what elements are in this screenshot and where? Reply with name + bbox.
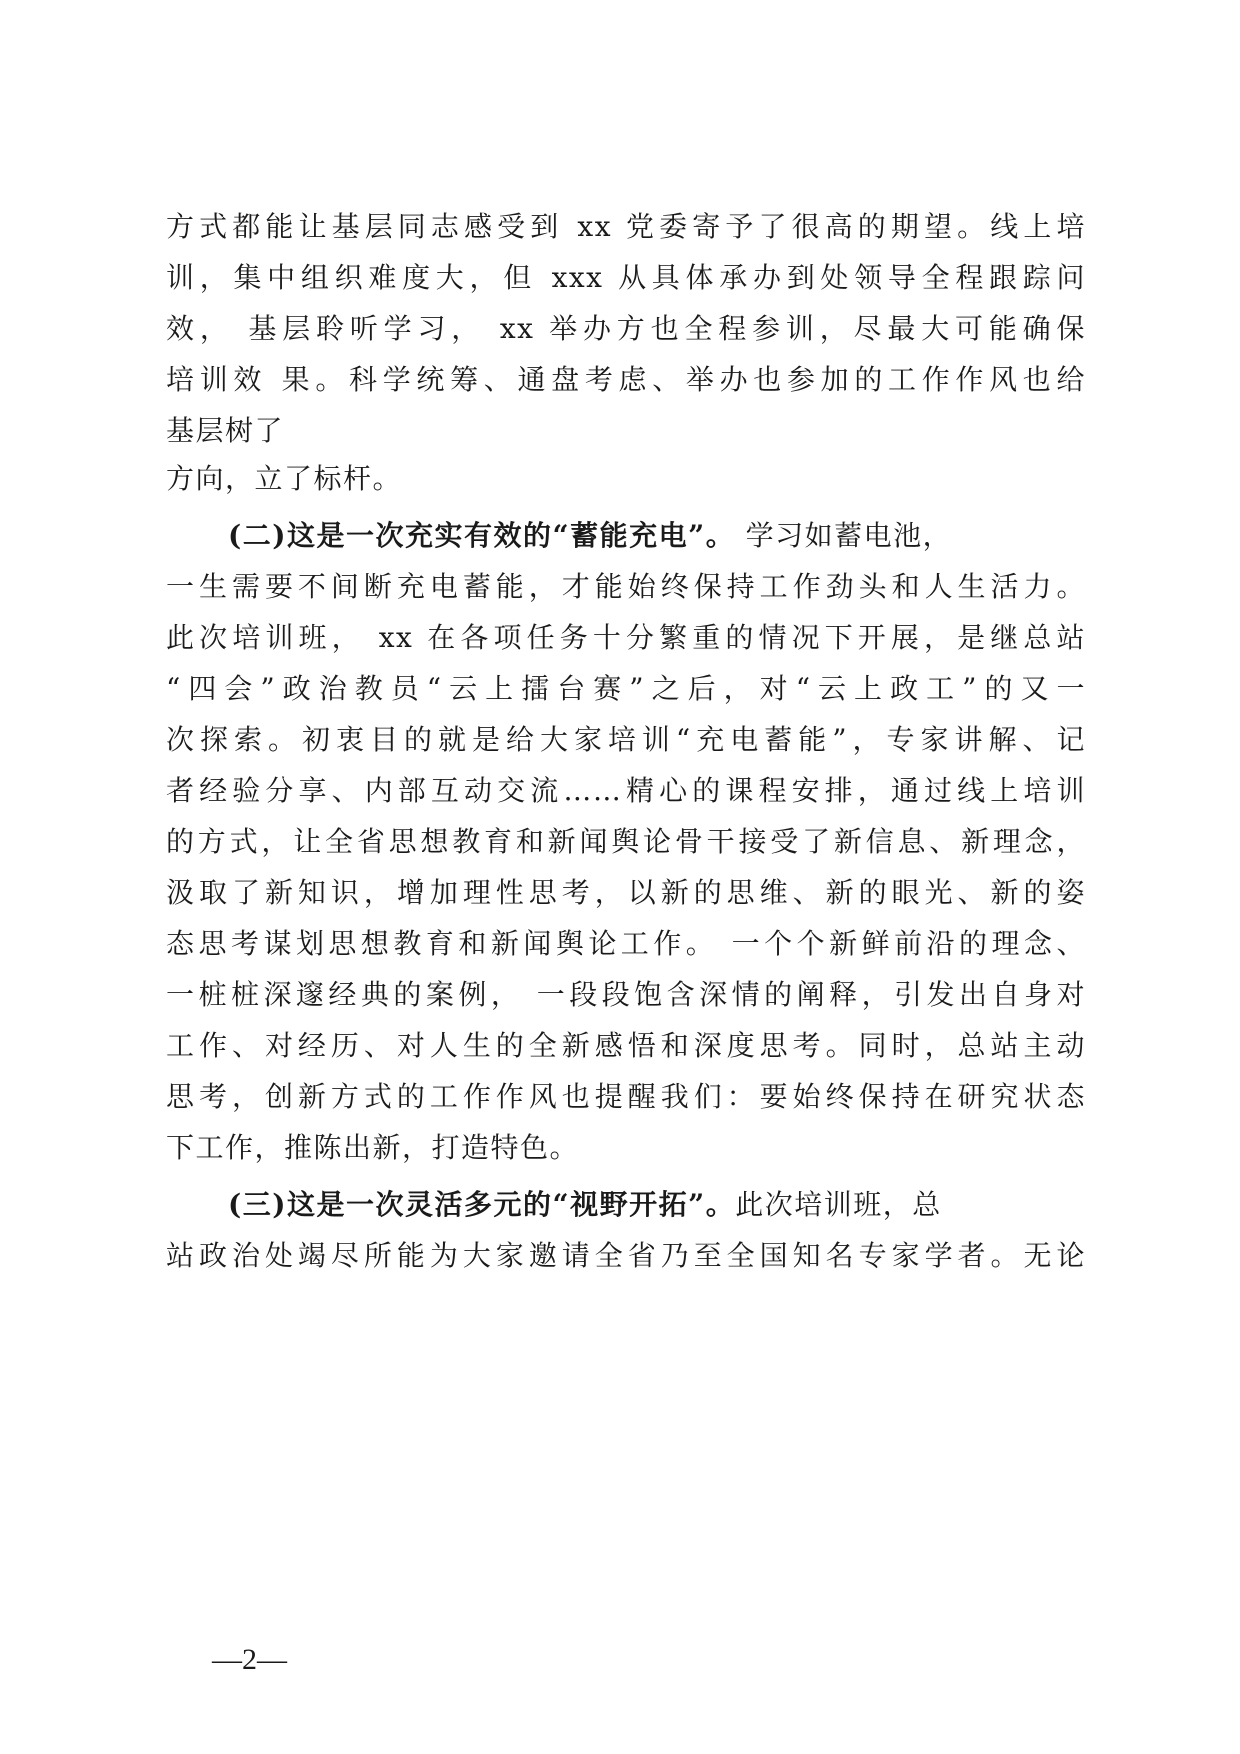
body-text-line: “四会”政治教员“云上擂台赛”之后，对“云上政工”的又一 xyxy=(166,672,1086,705)
section-heading-line xyxy=(228,516,1086,556)
section-heading-line xyxy=(228,1185,1086,1225)
body-text-line: 一生需要不间断充电蓄能，才能始终保持工作劲头和人生活力。 xyxy=(166,570,1086,603)
body-text-line: 的方式，让全省思想教育和新闻舆论骨干接受了新信息、新理念， xyxy=(166,825,1086,858)
body-text: 此次培训班，总 xyxy=(735,1188,942,1221)
body-text-line: 一桩桩深邃经典的案例， 一段段饱含深情的阐释，引发出自身对 xyxy=(166,978,1086,1011)
body-text: 学习如蓄电池， xyxy=(735,519,953,552)
body-text-line: 培训效 果。科学统筹、通盘考虑、举办也参加的工作作风也给 xyxy=(166,363,1086,396)
body-text-line: 工作、对经历、对人生的全新感悟和深度思考。同时，总站主动 xyxy=(166,1029,1086,1062)
section-heading: (二)这是一次充实有效的“蓄能充电”。 xyxy=(228,519,736,552)
body-text-line: 汲取了新知识，增加理性思考，以新的思维、新的眼光、新的姿 xyxy=(166,876,1086,909)
body-text-line: 效， 基层聆听学习， xx 举办方也全程参训，尽最大可能确保 xyxy=(166,312,1086,345)
body-text-line: 下工作，推陈出新，打造特色。 xyxy=(166,1131,580,1164)
body-text-line: 方向，立了标杆。 xyxy=(166,462,403,495)
section-heading: (三)这是一次灵活多元的“视野开拓”。 xyxy=(228,1188,736,1221)
body-text-line: 站政治处竭尽所能为大家邀请全省乃至全国知名专家学者。无论 xyxy=(166,1239,1086,1272)
body-text-line: 者经验分享、内部互动交流……精心的课程安排，通过线上培训 xyxy=(166,774,1086,807)
body-text-line: 基层树了 xyxy=(166,414,285,447)
body-text-line: 态思考谋划思想教育和新闻舆论工作。 一个个新鲜前沿的理念、 xyxy=(166,927,1086,960)
page-number: —2— xyxy=(212,1643,287,1676)
body-text-line: 此次培训班， xx 在各项任务十分繁重的情况下开展，是继总站 xyxy=(166,621,1086,654)
body-text-line: 方式都能让基层同志感受到 xx 党委寄予了很高的期望。线上培 xyxy=(166,210,1086,243)
body-text-line: 训，集中组织难度大，但 xxx 从具体承办到处领导全程跟踪问 xyxy=(166,261,1086,294)
body-text-line: 思考，创新方式的工作作风也提醒我们：要始终保持在研究状态 xyxy=(166,1080,1086,1113)
body-text-line: 次探索。初衷目的就是给大家培训“充电蓄能”，专家讲解、记 xyxy=(166,723,1086,756)
